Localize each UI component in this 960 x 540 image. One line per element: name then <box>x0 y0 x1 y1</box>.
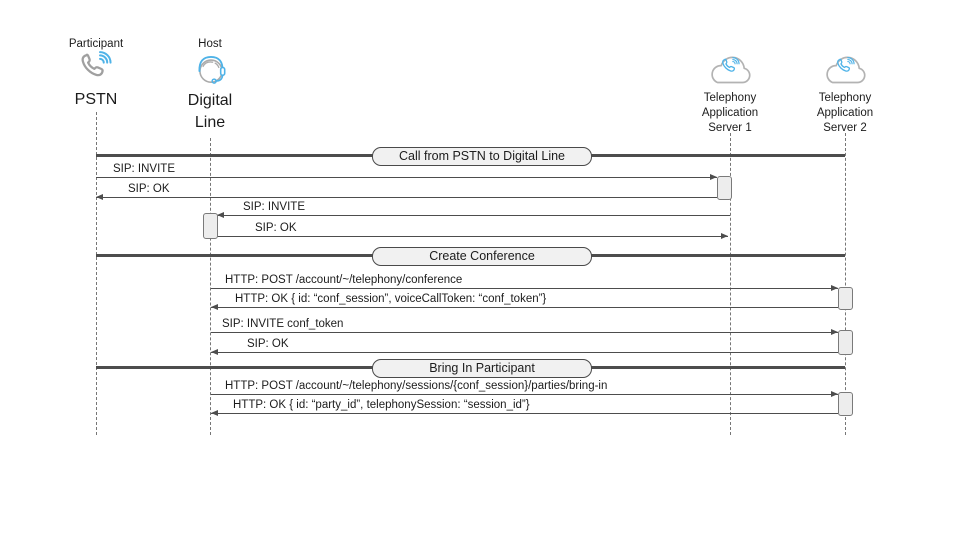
message-line <box>211 394 838 395</box>
phone-icon <box>78 51 114 83</box>
cloud-telephony-icon <box>705 50 755 90</box>
activation-digital-line <box>203 213 218 239</box>
arrowhead-left <box>96 194 103 200</box>
message-line <box>211 413 838 414</box>
message-label: HTTP: POST /account/~/telephony/sessions/{conf_session}/parties/bring-in <box>225 380 608 392</box>
host-role-label: Host <box>198 38 222 50</box>
pstn-lifeline <box>96 112 97 435</box>
message-line <box>211 288 838 289</box>
section-label-call: Call from PSTN to Digital Line <box>372 147 592 166</box>
section-label-conference: Create Conference <box>372 247 592 266</box>
message-line <box>211 352 838 353</box>
actor-name-pstn: PSTN <box>74 91 118 108</box>
message-label: HTTP: POST /account/~/telephony/conference <box>225 274 463 286</box>
actor-name-tas2: Telephony Application Server 2 <box>816 92 874 134</box>
message-line <box>96 177 717 178</box>
actor-name-digital-line: Digital Line <box>187 92 233 132</box>
headset-agent-icon <box>192 49 230 89</box>
arrowhead-left <box>211 410 218 416</box>
arrowhead-left <box>217 212 224 218</box>
arrowhead-right <box>831 391 838 397</box>
actor-name-tas1: Telephony Application Server 1 <box>701 92 759 134</box>
message-line <box>211 332 838 333</box>
message-label: HTTP: OK { id: “conf_session”, voiceCallToken: “conf_token”} <box>235 293 547 305</box>
activation-tas1 <box>717 176 732 200</box>
message-line <box>217 215 730 216</box>
arrowhead-left <box>211 349 218 355</box>
activation-tas2-bringin <box>838 392 853 416</box>
arrowhead-right <box>721 233 728 239</box>
message-line <box>96 197 717 198</box>
tas2-lifeline <box>845 133 846 435</box>
message-label: SIP: INVITE conf_token <box>222 318 344 330</box>
message-label: HTTP: OK { id: “party_id”, telephonySession: “session_id”} <box>233 399 530 411</box>
arrowhead-left <box>211 304 218 310</box>
message-label: SIP: INVITE <box>113 163 175 175</box>
participant-role-label: Participant <box>68 38 124 50</box>
arrowhead-right <box>831 285 838 291</box>
message-label: SIP: OK <box>128 183 170 195</box>
message-line <box>217 236 728 237</box>
section-label-bringin: Bring In Participant <box>372 359 592 378</box>
arrowhead-right <box>710 174 717 180</box>
digital-line-lifeline <box>210 138 211 435</box>
message-label: SIP: OK <box>255 222 297 234</box>
message-line <box>211 307 838 308</box>
message-label: SIP: OK <box>247 338 289 350</box>
arrowhead-right <box>831 329 838 335</box>
activation-tas2-invite <box>838 330 853 355</box>
cloud-telephony-icon <box>820 50 870 90</box>
activation-tas2-conference <box>838 287 853 310</box>
message-label: SIP: INVITE <box>243 201 305 213</box>
